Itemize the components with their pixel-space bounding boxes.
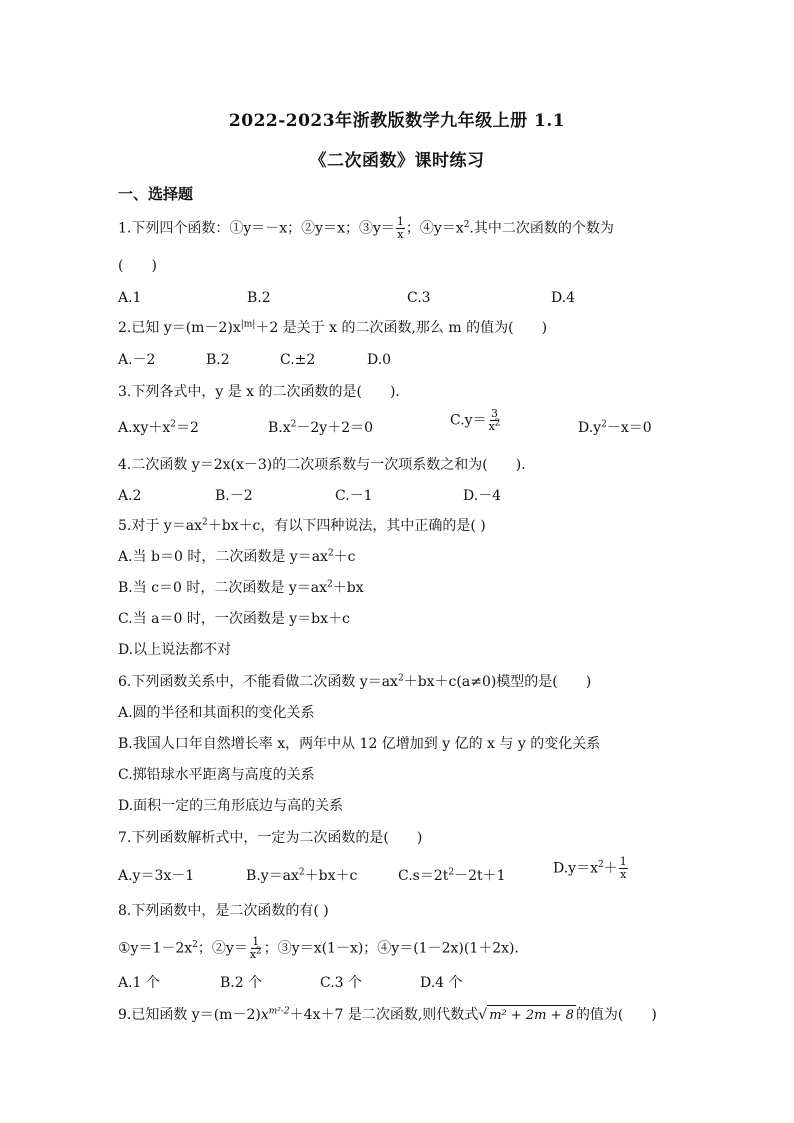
q8-option-a: A.1 个 (118, 975, 160, 991)
q1-fraction: $\frac{1}{x}$ (396, 215, 404, 241)
q4-option-a: A.2 (118, 488, 142, 504)
q1-exponent: 2 (463, 219, 470, 230)
q8-option-d: D.4 个 (420, 975, 463, 991)
q6-option-c: C.掷铅球水平距离与高度的关系 (118, 767, 315, 783)
q2-option-c: C.±2 (280, 352, 316, 368)
q4-option-c: C.－1 (335, 488, 373, 504)
question-1 (118, 216, 614, 241)
q3-option-d: $D.y^2-x=0$ (578, 419, 652, 436)
question-9: 9.已知函数 $y=(m-2)x^{m^2-2}+4x+7$ 是二次函数,则代数式 √ m² + 2m + 8 的值为( ) (118, 1005, 657, 1026)
q2-option-d: D.0 (367, 352, 392, 368)
q1-text-a: 1.下列四个函数：①y＝－x；②y＝x；③y＝ (118, 220, 395, 237)
question-5: 5.对于 $y=ax^2+bx+c$，有以下四种说法，其中正确的是( ) (118, 517, 486, 534)
page-title: 2022-2023年浙教版数学九年级上册 1.1 (228, 111, 566, 131)
question-7: 7.下列函数解析式中，一定为二次函数的是( ) (118, 830, 423, 846)
q4-option-d: D.－4 (463, 488, 502, 504)
question-2: 2.已知 $y=(m-2)x^{|m|}+2$ 是关于 x 的二次函数,那么 m 的值为( ) (118, 319, 548, 336)
q3-option-b: $B.x^2-2y+2=0$ (268, 419, 374, 436)
page-subtitle: 《二次函数》课时练习 (309, 151, 485, 171)
q2-exponent: |m| (240, 319, 256, 330)
question-8: 8.下列函数中，是二次函数的有( ) (118, 903, 329, 919)
q7-option-c: $C.s=2t^2-2t+1$ (398, 867, 506, 884)
q5-option-c: C.当 a＝0 时，一次函数是 y＝bx＋c (118, 611, 350, 627)
q6-option-a: A.圆的半径和其面积的变化关系 (118, 705, 315, 721)
q1-option-d: D.4 (551, 290, 576, 306)
q8-function-list: $①y=1-2x^2$；②y＝ $\frac{1}{x^2}$ ；③y＝x(1－x)；④y＝(1－2x)(1＋2x). (118, 935, 519, 961)
q4-option-b: B.－2 (215, 488, 253, 504)
q6-option-d: D.面积一定的三角形底边与高的关系 (118, 798, 344, 814)
question-3: 3.下列各式中，y 是 x 的二次函数的是( ). (118, 384, 400, 400)
q6-option-b: B.我国人口年自然增长率 x，两年中从 12 亿增加到 y 亿的 x 与 y 的变化关系 (118, 736, 601, 752)
q1-text-b: ；④y＝x (405, 220, 464, 237)
q7-option-b: $B.y=ax^2+bx+c$ (246, 867, 358, 884)
q5-option-a: A.当 b＝0 时，二次函数是 $y=ax^2+c$ (118, 548, 356, 565)
q1-option-c: C.3 (407, 290, 431, 306)
q9-sqrt-expression: √ m² + 2m + 8 (478, 1005, 576, 1026)
q5-option-b: B.当 c＝0 时，二次函数是 $y=ax^2+bx$ (118, 579, 364, 596)
q1-text-c: .其中二次函数的个数为 (469, 220, 614, 237)
q1-option-a: A.1 (118, 290, 142, 306)
q5-option-d: D.以上说法都不对 (118, 642, 232, 658)
section-heading: 一、选择题 (118, 185, 194, 203)
q8-option-b: B.2 个 (220, 975, 263, 991)
q1-option-b: B.2 (247, 290, 271, 306)
question-4: 4.二次函数 y＝2x(x－3)的二次项系数与一次项系数之和为( ). (118, 457, 526, 473)
q7-option-a: A.y＝3x－1 (118, 868, 195, 884)
q7-option-d: $D.y=x^2+$ $\frac{1}{x}$ (553, 855, 627, 881)
question-6: 6.下列函数关系中，不能看做二次函数 $y=ax^2+bx+c(a\ne 0)$模型的是( ) (118, 673, 592, 690)
q1-answer-paren: ( ) (118, 258, 157, 274)
q2-option-a: A.－2 (118, 352, 156, 368)
q3-option-a: $A.xy+x^2=2$ (118, 419, 199, 436)
q2-option-b: B.2 (206, 352, 230, 368)
q3-option-c: C.y＝ $\frac{3}{x^2}$ (450, 407, 501, 433)
q8-option-c: C.3 个 (320, 975, 363, 991)
